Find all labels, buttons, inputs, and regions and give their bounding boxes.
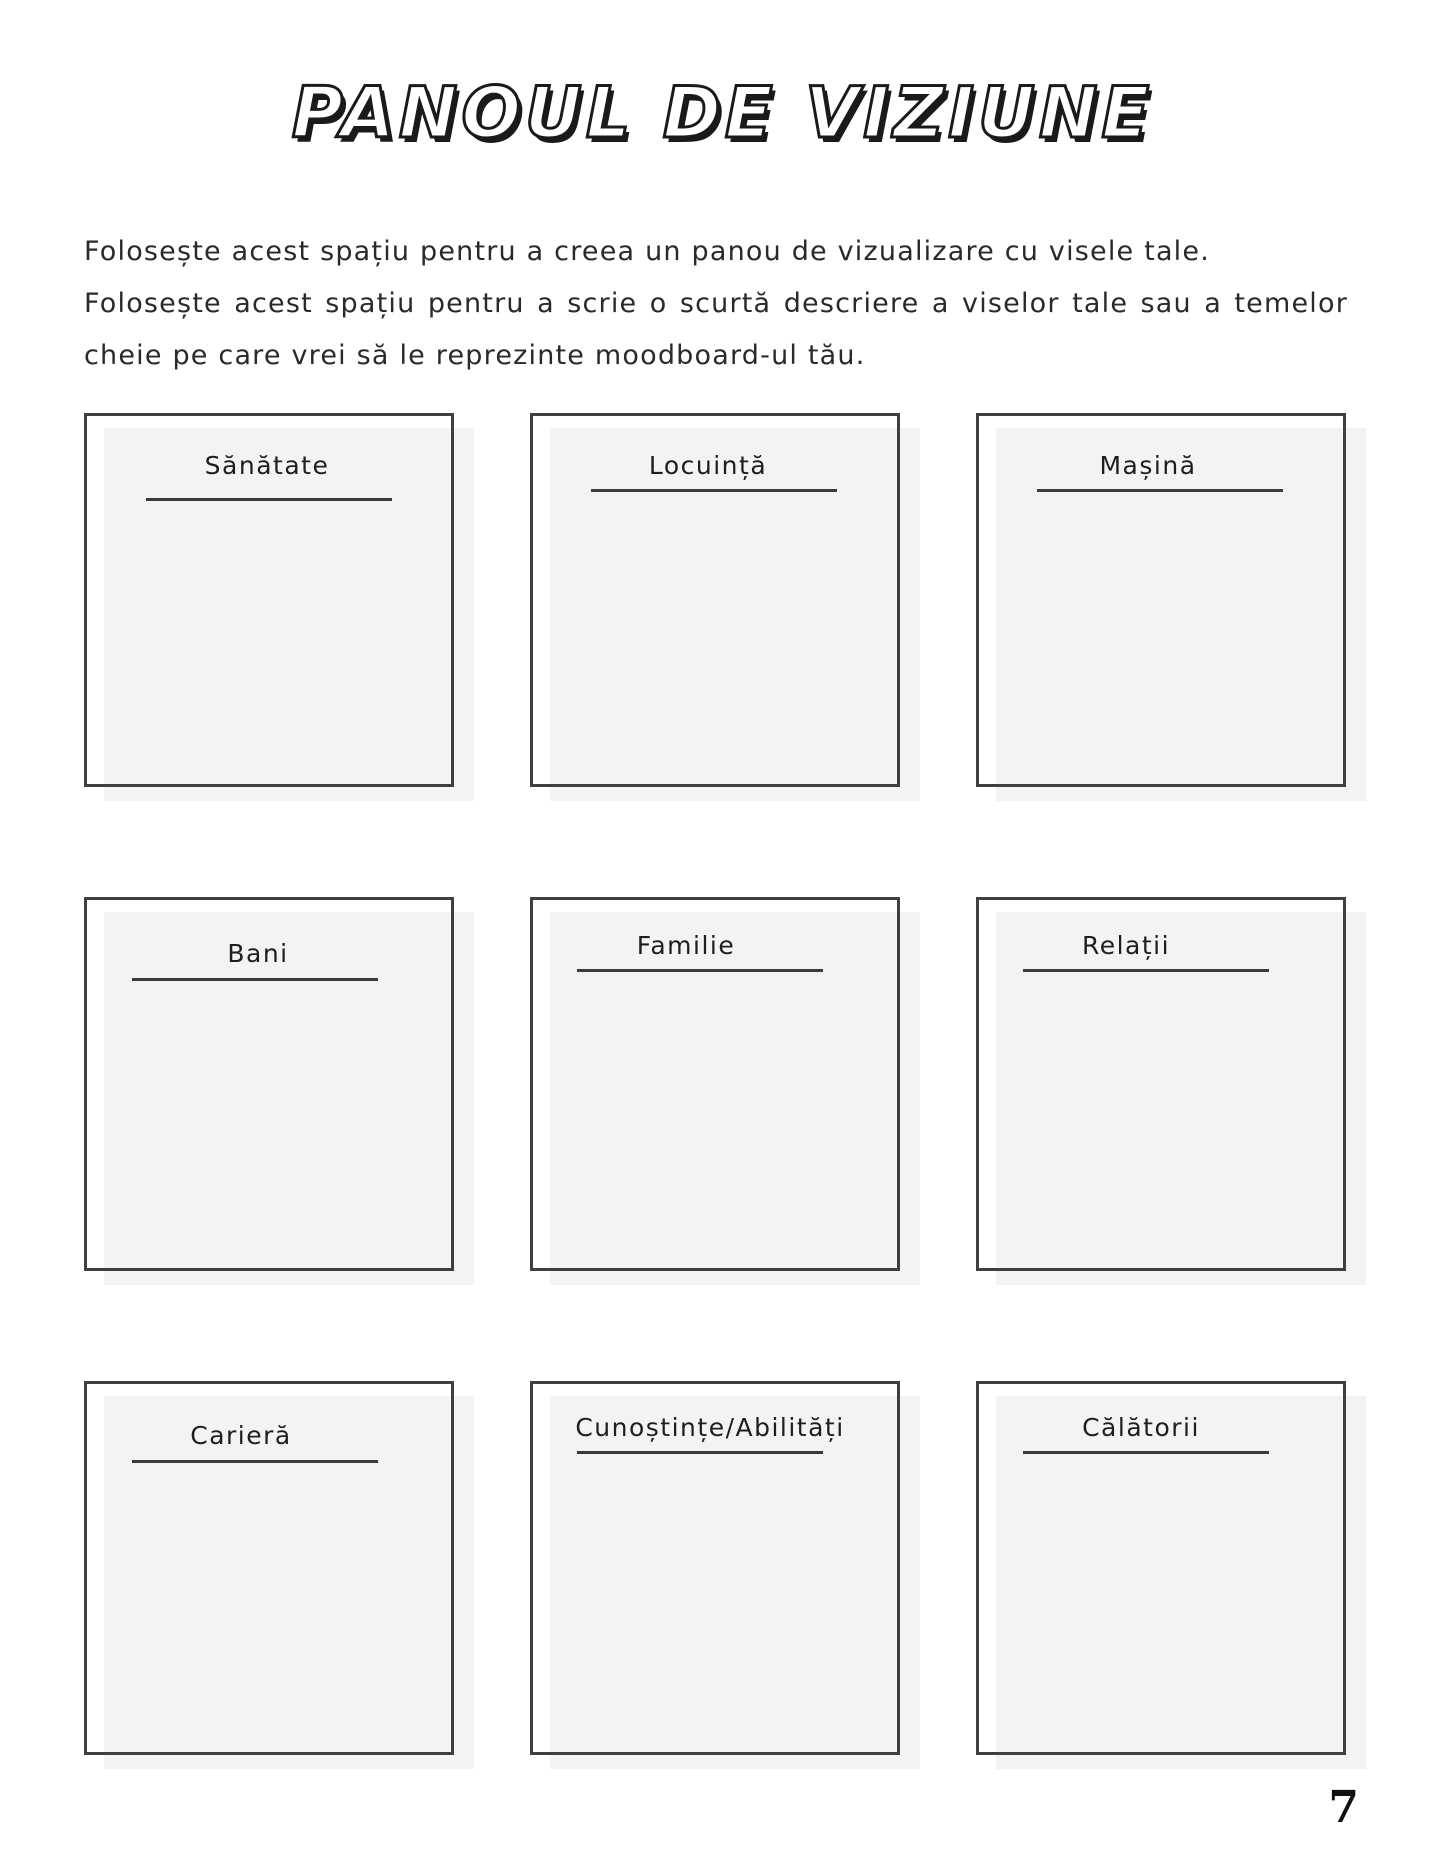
- card-label-underline: [577, 1451, 823, 1454]
- card-label-underline: [146, 498, 392, 501]
- card-label: Locuință: [648, 451, 768, 480]
- card-label-underline: [1037, 489, 1283, 492]
- vision-card-skills[interactable]: [530, 1381, 898, 1753]
- vision-card-health[interactable]: [84, 413, 452, 785]
- card-label: Familie: [636, 931, 736, 960]
- vision-card-travel[interactable]: [976, 1381, 1344, 1753]
- card-label: Carieră: [190, 1421, 292, 1450]
- card-label-underline: [591, 489, 837, 492]
- card-label: Călătorii: [1082, 1413, 1200, 1442]
- card-label: Relații: [1081, 931, 1171, 960]
- page-title: PANOUL DE VIZIUNE: [291, 72, 1154, 154]
- vision-card-family[interactable]: [530, 897, 898, 1269]
- card-label-underline: [132, 978, 378, 981]
- card-label: Cunoștințe/Abilități: [575, 1413, 845, 1442]
- vision-card-career[interactable]: [84, 1381, 452, 1753]
- intro-line-2: Folosește acest spațiu pentru a scrie o scurtă descriere a viselor tale sau a temelor cheie pe care vrei să le reprezinte moodboard-ul tău.: [84, 288, 1348, 371]
- card-label-underline: [132, 1460, 378, 1463]
- intro-line-1: Folosește acest spațiu pentru a creea un panou de vizualizare cu visele tale.: [84, 236, 1210, 267]
- card-label-underline: [1023, 1451, 1269, 1454]
- card-label: Sănătate: [204, 451, 330, 480]
- vision-card-car[interactable]: [976, 413, 1344, 785]
- page-number: 7: [1328, 1782, 1359, 1833]
- vision-card-money[interactable]: [84, 897, 452, 1269]
- vision-card-home[interactable]: [530, 413, 898, 785]
- card-label-underline: [577, 969, 823, 972]
- vision-card-relationships[interactable]: [976, 897, 1344, 1269]
- card-label-underline: [1023, 969, 1269, 972]
- card-label: Mașină: [1099, 451, 1197, 480]
- card-label: Bani: [227, 939, 289, 968]
